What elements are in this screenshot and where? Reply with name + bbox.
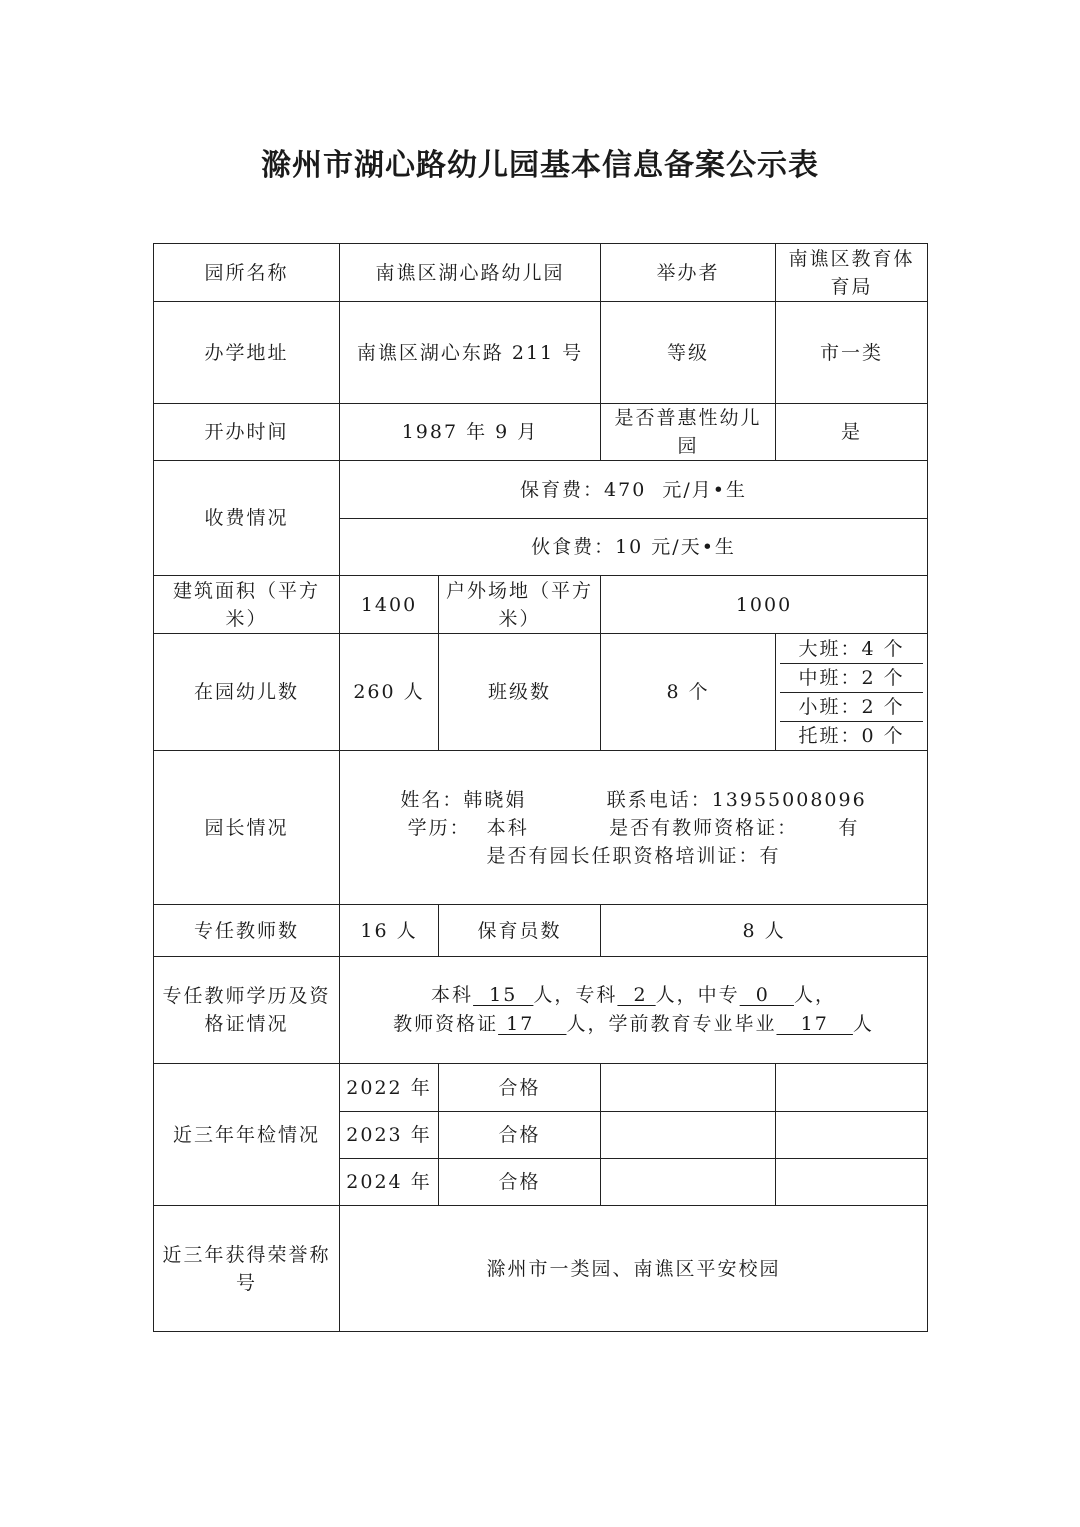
certificate-count: 17 [498, 1013, 567, 1035]
principal-line: 姓名：韩晓娟 联系电话：13955008096 [400, 788, 867, 811]
organizer-label: 举办者 [601, 244, 776, 302]
row-inspection [154, 1064, 928, 1112]
text-certificate: 教师资格证 [393, 1013, 499, 1035]
address-label: 办学地址 [154, 302, 340, 404]
row-principal [154, 751, 928, 905]
text-unit: 人， [793, 984, 836, 1006]
college-count: 2 [617, 984, 656, 1006]
class-breakdown-item: 大班：4 个 [780, 635, 923, 664]
class-breakdown [776, 634, 928, 751]
row-area [154, 576, 928, 634]
honors-label: 近三年获得荣誉称号 [154, 1206, 340, 1332]
row-address [154, 302, 928, 404]
empty-cell [776, 1112, 928, 1159]
inspection-year: 2023 年 [340, 1112, 439, 1159]
children-value: 260 人 [340, 634, 439, 751]
founded-value: 1987 年 9 月 [340, 404, 601, 461]
principal-line: 学历： 本科 是否有教师资格证： 有 [407, 816, 860, 839]
name-label: 园所名称 [154, 244, 340, 302]
address-value: 南谯区湖心东路 211 号 [340, 302, 601, 404]
row-enrollment [154, 634, 928, 751]
grade-value: 市一类 [776, 302, 928, 404]
row-care-fee [154, 461, 928, 519]
founded-label: 开办时间 [154, 404, 340, 461]
organizer-value: 南谯区教育体育局 [776, 244, 928, 302]
nurses-label: 保育员数 [439, 905, 601, 957]
qualifications-info [340, 957, 928, 1064]
class-breakdown-item: 小班：2 个 [780, 692, 923, 721]
principal-info [340, 751, 928, 905]
qualifications-line [344, 1010, 923, 1039]
outdoor-area-value: 1000 [601, 576, 928, 634]
text-unit: 人 [852, 1013, 874, 1035]
inspection-result: 合格 [439, 1112, 601, 1159]
nurses-value: 8 人 [601, 905, 928, 957]
info-table [153, 243, 928, 1332]
secondary-count: 0 [739, 984, 794, 1006]
text-bachelor: 本科 [431, 984, 474, 1006]
row-founded [154, 404, 928, 461]
teachers-label: 专任教师数 [154, 905, 340, 957]
building-area-value: 1400 [340, 576, 439, 634]
honors-value: 滁州市一类园、南谯区平安校园 [340, 1206, 928, 1332]
inclusive-value: 是 [776, 404, 928, 461]
inspection-year: 2024 年 [340, 1159, 439, 1206]
page-title: 滁州市湖心路幼儿园基本信息备案公示表 [261, 148, 819, 183]
empty-cell [601, 1159, 776, 1206]
row-staff [154, 905, 928, 957]
preschool-major-count: 17 [776, 1013, 853, 1035]
qualifications-line [344, 981, 923, 1010]
outdoor-area-label: 户外场地（平方米） [439, 576, 601, 634]
name-value: 南谯区湖心路幼儿园 [340, 244, 601, 302]
classes-value: 8 个 [601, 634, 776, 751]
empty-cell [776, 1064, 928, 1112]
row-name [154, 244, 928, 302]
grade-label: 等级 [601, 302, 776, 404]
class-breakdown-item: 中班：2 个 [780, 663, 923, 692]
empty-cell [601, 1112, 776, 1159]
classes-label: 班级数 [439, 634, 601, 751]
inspection-year: 2022 年 [340, 1064, 439, 1112]
row-qualifications [154, 957, 928, 1064]
inclusive-label: 是否普惠性幼儿园 [601, 404, 776, 461]
qualifications-label: 专任教师学历及资格证情况 [154, 957, 340, 1064]
text-preschool-major: 人，学前教育专业毕业 [566, 1013, 777, 1035]
principal-line: 是否有园长任职资格培训证：有 [486, 844, 781, 867]
inspection-result: 合格 [439, 1064, 601, 1112]
inspection-label: 近三年年检情况 [154, 1064, 340, 1206]
care-fee-value: 保育费：470 元/月•生 [340, 461, 928, 519]
text-secondary: 人，中专 [655, 984, 740, 1006]
principal-label: 园长情况 [154, 751, 340, 905]
empty-cell [776, 1159, 928, 1206]
empty-cell [601, 1064, 776, 1112]
fees-label: 收费情况 [154, 461, 340, 576]
inspection-result: 合格 [439, 1159, 601, 1206]
row-honors [154, 1206, 928, 1332]
meal-fee-value: 伙食费：10 元/天•生 [340, 519, 928, 576]
teachers-value: 16 人 [340, 905, 439, 957]
class-breakdown-item: 托班：0 个 [798, 724, 905, 747]
bachelor-count: 15 [473, 984, 534, 1006]
building-area-label: 建筑面积（平方米） [154, 576, 340, 634]
children-label: 在园幼儿数 [154, 634, 340, 751]
text-college: 人，专科 [533, 984, 618, 1006]
